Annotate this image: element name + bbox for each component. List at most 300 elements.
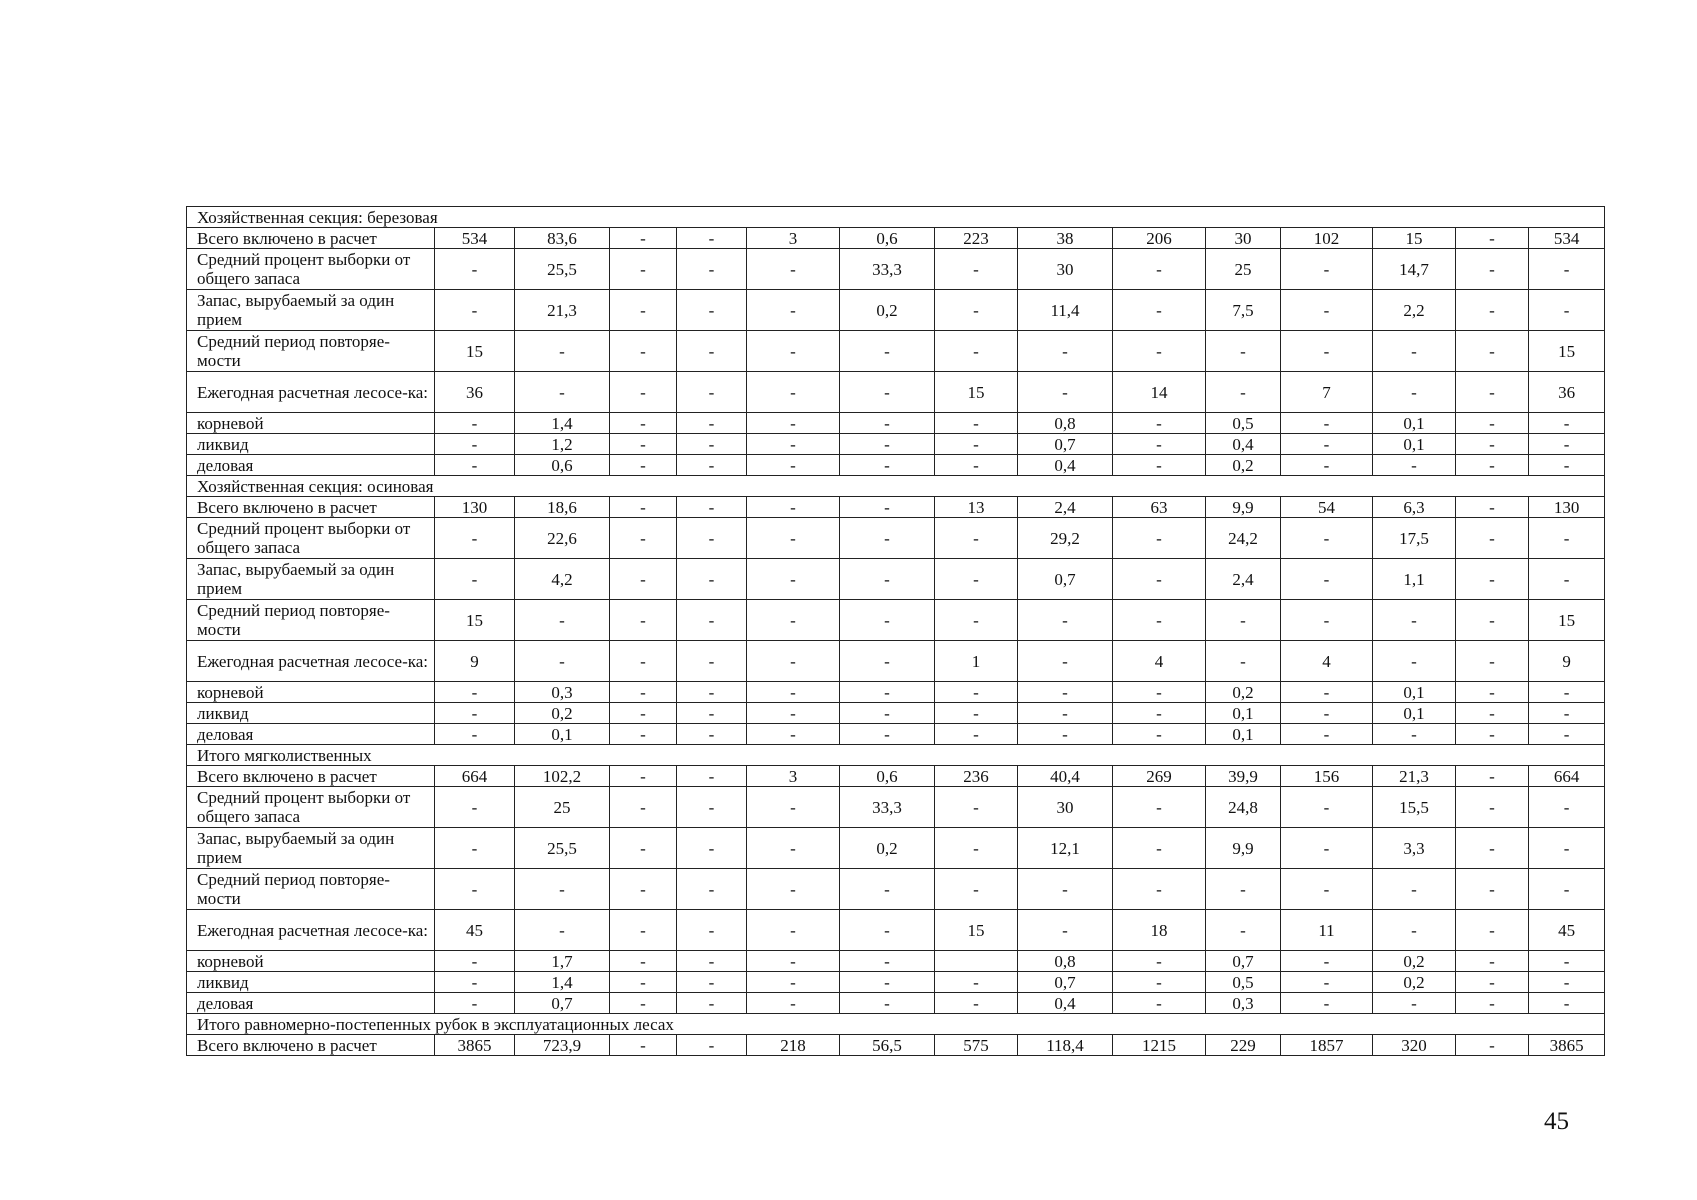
table-cell: - xyxy=(1373,455,1456,476)
table-cell: - xyxy=(747,559,840,600)
table-cell: - xyxy=(840,641,935,682)
table-cell: - xyxy=(1456,703,1529,724)
table-cell: - xyxy=(1456,455,1529,476)
table-cell: 102 xyxy=(1281,228,1373,249)
table-cell: - xyxy=(1529,682,1605,703)
table-cell: 9 xyxy=(1529,641,1605,682)
table-cell: - xyxy=(1456,434,1529,455)
table-cell: - xyxy=(1281,600,1373,641)
table-cell: 0,6 xyxy=(840,228,935,249)
table-cell: 0,1 xyxy=(515,724,610,745)
table-cell: - xyxy=(1281,559,1373,600)
table-cell: - xyxy=(1456,331,1529,372)
table-cell: - xyxy=(1373,910,1456,951)
table-cell: - xyxy=(677,910,747,951)
table-cell: - xyxy=(840,413,935,434)
row-label: Средний период повторяе-мости xyxy=(187,600,435,641)
table-cell: 156 xyxy=(1281,766,1373,787)
table-cell: - xyxy=(435,682,515,703)
table-cell: - xyxy=(1113,290,1206,331)
table-cell: - xyxy=(840,951,935,972)
table-cell: - xyxy=(515,331,610,372)
table-cell: - xyxy=(610,724,677,745)
row-label: деловая xyxy=(187,724,435,745)
table-cell: 1,2 xyxy=(515,434,610,455)
table-cell: - xyxy=(1529,972,1605,993)
table-cell: - xyxy=(1113,703,1206,724)
table-cell: 24,2 xyxy=(1206,518,1281,559)
table-cell: - xyxy=(1456,641,1529,682)
table-cell: - xyxy=(610,682,677,703)
table-row xyxy=(187,1035,1605,1056)
table-cell: 534 xyxy=(435,228,515,249)
table-cell: - xyxy=(677,434,747,455)
table-cell: - xyxy=(677,497,747,518)
table-cell: - xyxy=(1018,682,1113,703)
table-cell: - xyxy=(1113,518,1206,559)
table-cell: - xyxy=(747,951,840,972)
table-cell: - xyxy=(1456,559,1529,600)
table-cell xyxy=(935,951,1018,972)
table-cell: - xyxy=(1281,455,1373,476)
table-cell: - xyxy=(840,993,935,1014)
row-label: Средний процент выборки от общего запаса xyxy=(187,518,435,559)
table-cell: - xyxy=(1456,682,1529,703)
table-cell: 0,7 xyxy=(1018,559,1113,600)
table-cell: - xyxy=(1281,518,1373,559)
table-cell: 22,6 xyxy=(515,518,610,559)
table-cell: 39,9 xyxy=(1206,766,1281,787)
table-cell: 0,2 xyxy=(1206,455,1281,476)
table-cell: 534 xyxy=(1529,228,1605,249)
table-row xyxy=(187,559,1605,600)
table-cell: - xyxy=(1529,518,1605,559)
table-cell: - xyxy=(935,869,1018,910)
table-cell: - xyxy=(1529,455,1605,476)
table-cell: - xyxy=(435,703,515,724)
table-cell: - xyxy=(435,413,515,434)
table-cell: - xyxy=(610,249,677,290)
table-cell: - xyxy=(1281,434,1373,455)
table-cell: 0,3 xyxy=(1206,993,1281,1014)
table-cell: - xyxy=(840,497,935,518)
table-cell: - xyxy=(677,413,747,434)
table-cell: - xyxy=(1529,413,1605,434)
table-cell: - xyxy=(1529,703,1605,724)
table-cell: - xyxy=(677,1035,747,1056)
table-cell: 18 xyxy=(1113,910,1206,951)
table-cell: 0,1 xyxy=(1373,703,1456,724)
table-row xyxy=(187,455,1605,476)
table-cell: - xyxy=(1456,766,1529,787)
table-cell: - xyxy=(1456,413,1529,434)
table-cell: - xyxy=(677,951,747,972)
table-cell: - xyxy=(840,972,935,993)
row-label: Запас, вырубаемый за один прием xyxy=(187,290,435,331)
table-cell: - xyxy=(610,993,677,1014)
table-cell: 38 xyxy=(1018,228,1113,249)
table-row xyxy=(187,787,1605,828)
table-cell: - xyxy=(1281,869,1373,910)
table-cell: 2,4 xyxy=(1018,497,1113,518)
table-cell: 11 xyxy=(1281,910,1373,951)
row-label: Средний период повторяе-мости xyxy=(187,869,435,910)
table-cell: - xyxy=(610,434,677,455)
table-cell: - xyxy=(677,682,747,703)
table-cell: - xyxy=(610,1035,677,1056)
table-cell: - xyxy=(840,703,935,724)
table-cell: - xyxy=(1456,910,1529,951)
table-cell: 206 xyxy=(1113,228,1206,249)
table-cell: - xyxy=(677,455,747,476)
table-cell: - xyxy=(677,559,747,600)
row-label: Всего включено в расчет xyxy=(187,497,435,518)
table-cell: - xyxy=(1281,972,1373,993)
table-cell: 63 xyxy=(1113,497,1206,518)
table-cell: - xyxy=(610,766,677,787)
row-label: Ежегодная расчетная лесосе-ка: xyxy=(187,910,435,951)
row-label: Средний процент выборки от общего запаса xyxy=(187,787,435,828)
table-cell: 269 xyxy=(1113,766,1206,787)
table-cell: - xyxy=(1456,724,1529,745)
table-cell: 0,4 xyxy=(1206,434,1281,455)
table-cell: - xyxy=(1281,331,1373,372)
table-cell: - xyxy=(747,413,840,434)
row-label: Всего включено в расчет xyxy=(187,1035,435,1056)
table-cell: - xyxy=(840,434,935,455)
table-cell: - xyxy=(935,600,1018,641)
table-cell: 0,5 xyxy=(1206,413,1281,434)
table-cell: 15 xyxy=(935,372,1018,413)
table-cell: - xyxy=(677,518,747,559)
page-number: 45 xyxy=(1544,1108,1569,1135)
table-cell: 15 xyxy=(1373,228,1456,249)
table-cell: - xyxy=(677,993,747,1014)
table-cell: - xyxy=(1281,249,1373,290)
table-cell: - xyxy=(1456,372,1529,413)
table-cell: - xyxy=(1456,249,1529,290)
table-cell: - xyxy=(1281,951,1373,972)
table-cell: 21,3 xyxy=(1373,766,1456,787)
table-cell: - xyxy=(840,559,935,600)
table-cell: - xyxy=(1206,641,1281,682)
table-cell: 3865 xyxy=(1529,1035,1605,1056)
table-cell: - xyxy=(677,766,747,787)
table-cell: - xyxy=(747,641,840,682)
table-cell: - xyxy=(677,600,747,641)
table-cell: - xyxy=(1456,518,1529,559)
row-label: деловая xyxy=(187,993,435,1014)
table-cell: - xyxy=(677,703,747,724)
table-cell: 1,4 xyxy=(515,413,610,434)
table-cell: - xyxy=(610,497,677,518)
table-cell: - xyxy=(1018,331,1113,372)
table-cell: - xyxy=(1456,993,1529,1014)
section-header-row xyxy=(187,1014,1605,1035)
table-cell: - xyxy=(610,910,677,951)
table-row xyxy=(187,703,1605,724)
table-cell: - xyxy=(840,682,935,703)
table-cell: - xyxy=(747,249,840,290)
table-cell: - xyxy=(1113,787,1206,828)
table-cell: 118,4 xyxy=(1018,1035,1113,1056)
table-cell: 25,5 xyxy=(515,828,610,869)
table-cell: 0,5 xyxy=(1206,972,1281,993)
table-cell: - xyxy=(1456,972,1529,993)
section-header-row xyxy=(187,745,1605,766)
table-cell: 11,4 xyxy=(1018,290,1113,331)
table-cell: 0,3 xyxy=(515,682,610,703)
row-label: Ежегодная расчетная лесосе-ка: xyxy=(187,641,435,682)
table-cell: 30 xyxy=(1018,249,1113,290)
table-cell: 664 xyxy=(435,766,515,787)
table-cell: - xyxy=(747,787,840,828)
table-cell: 25 xyxy=(515,787,610,828)
table-cell: - xyxy=(747,828,840,869)
table-cell: - xyxy=(1529,787,1605,828)
table-cell: - xyxy=(747,434,840,455)
table-cell: - xyxy=(935,559,1018,600)
table-cell: - xyxy=(1456,600,1529,641)
table-cell: 0,2 xyxy=(1373,972,1456,993)
table-cell: - xyxy=(1281,787,1373,828)
table-cell: - xyxy=(840,869,935,910)
table-cell: - xyxy=(610,600,677,641)
table-cell: - xyxy=(677,828,747,869)
table-cell: - xyxy=(1373,993,1456,1014)
table-cell: 3,3 xyxy=(1373,828,1456,869)
row-label: Средний период повторяе-мости xyxy=(187,331,435,372)
table-cell: - xyxy=(515,372,610,413)
table-cell: - xyxy=(935,331,1018,372)
table-cell: 0,2 xyxy=(1373,951,1456,972)
table-cell: 54 xyxy=(1281,497,1373,518)
table-cell: - xyxy=(1113,682,1206,703)
table-cell: - xyxy=(610,972,677,993)
table-cell: 83,6 xyxy=(515,228,610,249)
table-cell: - xyxy=(1529,434,1605,455)
table-cell: 29,2 xyxy=(1018,518,1113,559)
table-row xyxy=(187,434,1605,455)
table-cell: 25 xyxy=(1206,249,1281,290)
table-cell: - xyxy=(677,228,747,249)
table-cell: - xyxy=(515,600,610,641)
table-cell: - xyxy=(935,518,1018,559)
table-cell: - xyxy=(1281,993,1373,1014)
table-row xyxy=(187,993,1605,1014)
table-cell: - xyxy=(1113,600,1206,641)
row-label: Всего включено в расчет xyxy=(187,228,435,249)
table-cell: - xyxy=(747,972,840,993)
table-cell: 0,7 xyxy=(1018,972,1113,993)
row-label: корневой xyxy=(187,951,435,972)
table-cell: 33,3 xyxy=(840,787,935,828)
table-cell: - xyxy=(935,993,1018,1014)
table-cell: 6,3 xyxy=(1373,497,1456,518)
table-cell: 130 xyxy=(435,497,515,518)
table-cell: - xyxy=(1018,372,1113,413)
table-cell: - xyxy=(840,455,935,476)
table-cell: 56,5 xyxy=(840,1035,935,1056)
table-cell: - xyxy=(1113,249,1206,290)
table-cell: - xyxy=(610,828,677,869)
table-cell: 9 xyxy=(435,641,515,682)
table-cell: 30 xyxy=(1018,787,1113,828)
table-cell: 0,1 xyxy=(1373,434,1456,455)
table-row xyxy=(187,372,1605,413)
table-cell: 0,2 xyxy=(1206,682,1281,703)
table-cell: - xyxy=(935,787,1018,828)
table-row xyxy=(187,828,1605,869)
table-cell: - xyxy=(1206,869,1281,910)
table-cell: - xyxy=(435,249,515,290)
section-title: Итого равномерно-постепенных рубок в эксплуатационных лесах xyxy=(187,1014,1605,1035)
table-cell: - xyxy=(747,331,840,372)
table-cell: 13 xyxy=(935,497,1018,518)
table-cell: - xyxy=(840,910,935,951)
table-cell: 0,8 xyxy=(1018,413,1113,434)
table-cell: 15 xyxy=(435,331,515,372)
table-cell: - xyxy=(435,290,515,331)
table-cell: - xyxy=(1113,828,1206,869)
table-cell: - xyxy=(1281,290,1373,331)
table-cell: - xyxy=(610,228,677,249)
table-cell: - xyxy=(1113,331,1206,372)
table-cell: - xyxy=(1206,600,1281,641)
table-row xyxy=(187,518,1605,559)
table-cell: 24,8 xyxy=(1206,787,1281,828)
table-cell: - xyxy=(1529,559,1605,600)
table-cell: 36 xyxy=(1529,372,1605,413)
table-cell: 9,9 xyxy=(1206,828,1281,869)
table-cell: 1,7 xyxy=(515,951,610,972)
table-cell: - xyxy=(1281,413,1373,434)
table-cell: 218 xyxy=(747,1035,840,1056)
table-cell: - xyxy=(1018,910,1113,951)
table-cell: - xyxy=(1529,249,1605,290)
table-cell: 0,6 xyxy=(515,455,610,476)
table-row xyxy=(187,766,1605,787)
table-cell: 40,4 xyxy=(1018,766,1113,787)
table-row xyxy=(187,331,1605,372)
table-cell: 4 xyxy=(1281,641,1373,682)
table-cell: - xyxy=(935,290,1018,331)
table-cell: - xyxy=(1529,828,1605,869)
table-cell: 7 xyxy=(1281,372,1373,413)
table-cell: - xyxy=(1456,228,1529,249)
table-cell: - xyxy=(677,249,747,290)
table-cell: 21,3 xyxy=(515,290,610,331)
table-cell: - xyxy=(1113,455,1206,476)
row-label: ликвид xyxy=(187,434,435,455)
table-cell: 14,7 xyxy=(1373,249,1456,290)
table-row xyxy=(187,290,1605,331)
table-cell: - xyxy=(747,455,840,476)
table-cell: 4,2 xyxy=(515,559,610,600)
section-header-row xyxy=(187,476,1605,497)
table-cell: - xyxy=(435,828,515,869)
table-cell: - xyxy=(610,518,677,559)
table-cell: - xyxy=(677,372,747,413)
table-cell: - xyxy=(747,600,840,641)
table-row xyxy=(187,972,1605,993)
row-label: Всего включено в расчет xyxy=(187,766,435,787)
table-cell: - xyxy=(1529,869,1605,910)
table-cell: - xyxy=(435,951,515,972)
table-cell: - xyxy=(610,703,677,724)
table-cell: 1,1 xyxy=(1373,559,1456,600)
table-cell: - xyxy=(435,518,515,559)
row-label: ликвид xyxy=(187,972,435,993)
table-cell: 36 xyxy=(435,372,515,413)
section-title: Хозяйственная секция: осиновая xyxy=(187,476,1605,497)
table-cell: - xyxy=(935,703,1018,724)
table-cell: - xyxy=(435,559,515,600)
table-cell: - xyxy=(1018,724,1113,745)
table-cell: - xyxy=(747,497,840,518)
table-cell: - xyxy=(610,331,677,372)
table-cell: - xyxy=(435,993,515,1014)
row-label: Запас, вырубаемый за один прием xyxy=(187,559,435,600)
table-cell: 0,2 xyxy=(515,703,610,724)
table-cell: - xyxy=(435,787,515,828)
table-cell: 18,6 xyxy=(515,497,610,518)
table-row xyxy=(187,413,1605,434)
table-cell: - xyxy=(935,972,1018,993)
table-cell: - xyxy=(935,434,1018,455)
table-cell: - xyxy=(1113,434,1206,455)
table-cell: 0,7 xyxy=(515,993,610,1014)
table-row xyxy=(187,497,1605,518)
table-cell: - xyxy=(840,372,935,413)
table-cell: - xyxy=(1281,703,1373,724)
table-cell: - xyxy=(1456,951,1529,972)
table-cell: - xyxy=(1018,869,1113,910)
table-cell: - xyxy=(747,372,840,413)
table-cell: 3 xyxy=(747,766,840,787)
table-cell: 223 xyxy=(935,228,1018,249)
table-cell: - xyxy=(840,331,935,372)
table-cell: 15 xyxy=(1529,600,1605,641)
table-cell: 320 xyxy=(1373,1035,1456,1056)
table-cell: - xyxy=(435,724,515,745)
table-cell: 2,4 xyxy=(1206,559,1281,600)
table-row xyxy=(187,228,1605,249)
table-cell: 236 xyxy=(935,766,1018,787)
table-cell: 0,2 xyxy=(840,828,935,869)
table-row xyxy=(187,682,1605,703)
table-cell: 0,4 xyxy=(1018,993,1113,1014)
table-row xyxy=(187,724,1605,745)
table-cell: - xyxy=(435,972,515,993)
table-cell: - xyxy=(1456,290,1529,331)
table-cell: 25,5 xyxy=(515,249,610,290)
row-label: Запас, вырубаемый за один прием xyxy=(187,828,435,869)
section-header-row xyxy=(187,207,1605,228)
table-cell: 0,8 xyxy=(1018,951,1113,972)
table-cell: 1215 xyxy=(1113,1035,1206,1056)
table-cell: 0,1 xyxy=(1373,413,1456,434)
table-cell: 0,4 xyxy=(1018,455,1113,476)
table-cell: 3 xyxy=(747,228,840,249)
table-cell: 12,1 xyxy=(1018,828,1113,869)
table-cell: - xyxy=(1206,372,1281,413)
table-cell: - xyxy=(747,910,840,951)
row-label: Ежегодная расчетная лесосе-ка: xyxy=(187,372,435,413)
table-cell: 0,7 xyxy=(1206,951,1281,972)
table-cell: - xyxy=(677,331,747,372)
table-cell: - xyxy=(1529,951,1605,972)
